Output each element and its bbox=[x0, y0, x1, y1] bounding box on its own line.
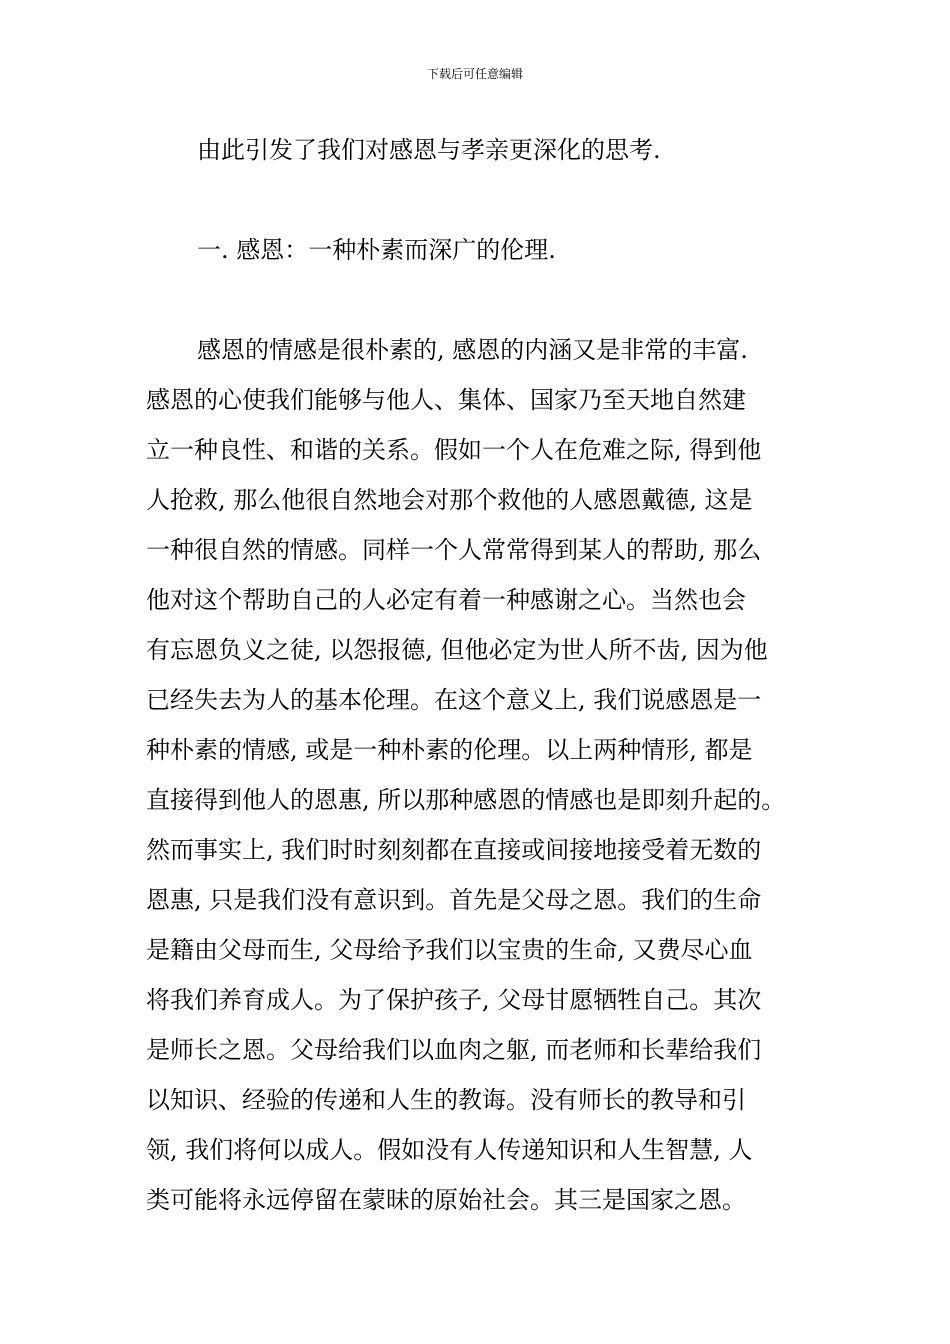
header-note: 下载后可任意编辑 bbox=[426, 67, 523, 81]
paragraph-line: 类可能将永远停留在蒙昧的原始社会。其三是国家之恩。 bbox=[146, 1186, 746, 1214]
paragraph-line: 感恩的心使我们能够与他人、集体、国家乃至天地自然建 bbox=[146, 386, 746, 414]
paragraph-line: 直接得到他人的恩惠, 所以那种感恩的情感也是即刻升起的。 bbox=[146, 786, 786, 814]
paragraph-line: 是籍由父母而生, 父母给予我们以宝贵的生命, 又费尽心血 bbox=[146, 936, 753, 964]
paragraph-line: 有忘恩负义之徒, 以怨报德, 但他必定为世人所不齿, 因为他 bbox=[146, 636, 768, 664]
section-heading: 一. 感恩：一种朴素而深广的伦理. bbox=[197, 236, 556, 264]
paragraph-line: 种朴素的情感, 或是一种朴素的伦理。以上两种情形, 都是 bbox=[146, 736, 753, 764]
paragraph-line: 将我们养育成人。为了保护孩子, 父母甘愿牺牲自己。其次 bbox=[146, 986, 762, 1014]
paragraph-line: 感恩的情感是很朴素的, 感恩的内涵又是非常的丰富. bbox=[197, 336, 748, 364]
paragraph-line: 他对这个帮助自己的人必定有着一种感谢之心。当然也会 bbox=[146, 586, 746, 614]
paragraph-line: 然而事实上, 我们时时刻刻都在直接或间接地接受着无数的 bbox=[146, 836, 762, 864]
paragraph-line: 恩惠, 只是我们没有意识到。首先是父母之恩。我们的生命 bbox=[146, 886, 762, 914]
lead-sentence: 由此引发了我们对感恩与孝亲更深化的思考. bbox=[197, 136, 661, 164]
paragraph-line: 人抢救, 那么他很自然地会对那个救他的人感恩戴德, 这是 bbox=[146, 486, 753, 514]
paragraph-line: 领, 我们将何以成人。假如没有人传递知识和人生智慧, 人 bbox=[146, 1136, 753, 1164]
body-paragraph bbox=[146, 334, 826, 1234]
paragraph-line: 立一种良性、和谐的关系。假如一个人在危难之际, 得到他 bbox=[146, 436, 762, 464]
paragraph-line: 是师长之恩。父母给我们以血肉之躯, 而老师和长辈给我们 bbox=[146, 1036, 762, 1064]
paragraph-line: 已经失去为人的基本伦理。在这个意义上, 我们说感恩是一 bbox=[146, 686, 762, 714]
paragraph-line: 以知识、经验的传递和人生的教诲。没有师长的教导和引 bbox=[146, 1086, 746, 1114]
paragraph-line: 一种很自然的情感。同样一个人常常得到某人的帮助, 那么 bbox=[146, 536, 762, 564]
